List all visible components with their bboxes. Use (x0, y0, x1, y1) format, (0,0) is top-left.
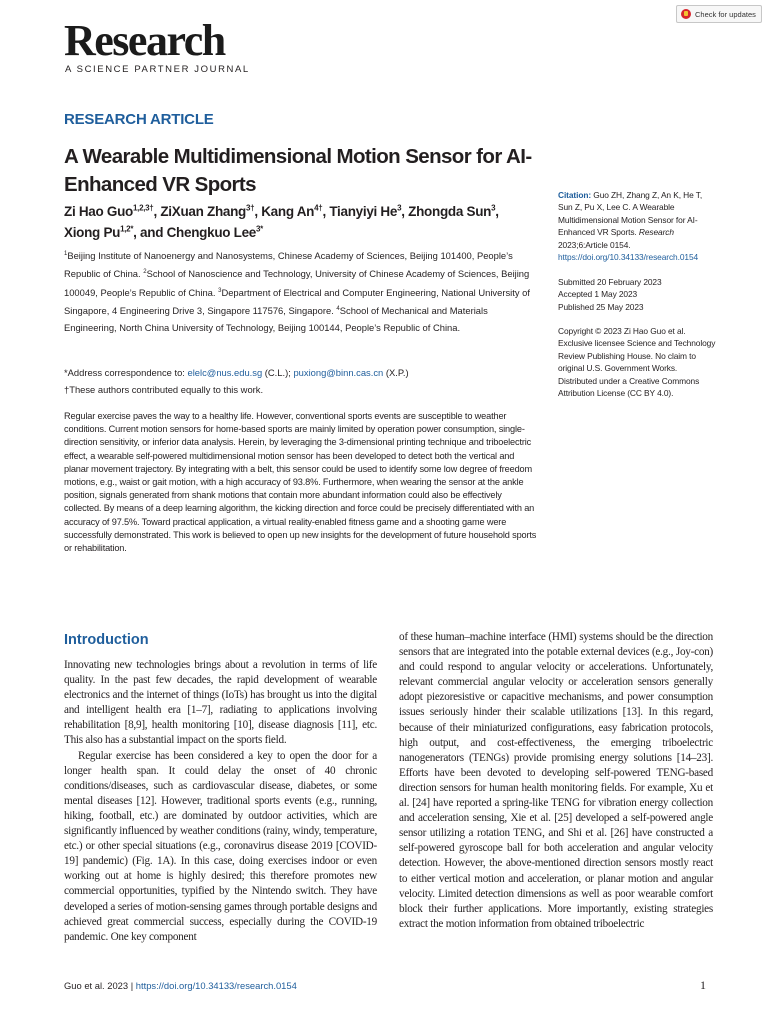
journal-logo: Research (64, 16, 225, 65)
author-list (64, 199, 534, 242)
check-for-updates-button[interactable] (676, 5, 762, 23)
page-number: 1 (700, 978, 706, 992)
body-column-left: Innovating new technologies brings about a revolution in terms of life quality. In the past few decades, the rapid development of wearable electronics and the internet of things (IoTs) has brought us into the digital and intelligent health era [1–7], radiating to applications involving rehabilitation [8,9], health monitoring [10], disease diagnosis [11], etc. This also has a substantial impact on the sports field. Regular exercise has been considered a key to open the door for a longer health span. It could delay the onset of 40 chronic conditions/diseases, such as cardiovascular disease, diabetes, or some mental diseases [12]. However, traditional sports events (e.g., running, hiking, football, etc.) are dominated by outdoor activities, which are significantly influenced by weather conditions (rainy, windy, temperature, etc.) or other special situations (e.g., coronavirus disease 2019 [COVID-19] pandemic) (Fig. 1A). In this case, doing exercises indoor or even working out at home is highly desired; this therefore promotes new commercial opportunities, typified by the Nintendo switch. They have developed a series of motion-sensing games through portable designs and achieved great commercial success, especially during the COVID-19 pandemic. One key component (64, 659, 377, 943)
email-link-pu[interactable]: puxiong@binn.cas.cn (293, 367, 384, 378)
page-footer: Guo et al. 2023 | https://doi.org/10.34133/research.0154 (64, 980, 297, 991)
author: Xiong $Pu^{1,2*}$, and (64, 224, 167, 240)
check-for-updates-label: Check for updates (695, 9, 756, 19)
correspondence: *Address correspondence to: elelc@nus.edu.sg (C.L.); puxiong@binn.cas.cn (X.P.) †These authors contributed equally to this work. (64, 364, 539, 398)
equal-contribution-note: †These authors contributed equally to this work. (64, 384, 264, 395)
author: Zhongda Sun$^3$, (408, 203, 499, 219)
email-link-lee[interactable]: elelc@nus.edu.sg (187, 367, 263, 378)
affiliations: $^1$Beijing Institute of Nanoenergy and Nanosystems, Chinese Academy of Sciences, Beijing 101400, People’s Republic of China. $^2$School of Nanoscience and Technology, University of Chinese Academy of Sciences, Beijing 100049, People’s Republic of China. $^3$Department of Electrical and Computer Engineering, National University of Singapore, 4 Engineering Drive 3, Singapore 117576, Singapore. $^4$School of Mechanical and Materials Engineering, North China University of Technology, Beijing 100144, People’s Republic of China. (64, 250, 530, 334)
author: Chengkuo Lee$^{3*}$ (166, 224, 263, 240)
article-type: RESEARCH ARTICLE (64, 111, 214, 128)
publication-dates: Submitted 20 February 2023 Accepted 1 May 2023 Published 25 May 2023 (558, 277, 662, 312)
footer-doi-link[interactable]: https://doi.org/10.34133/research.0154 (135, 980, 297, 991)
journal-subtitle: A SCIENCE PARTNER JOURNAL (65, 64, 250, 75)
body-column-right: of these human–machine interface (HMI) systems should be the direction sensors that are integrated into the potable external devices (e.g., Joy-con) and could respond to angular velocity or accelerations. Unfortunately, relevant commercial angular velocity or acceleration sensors generally adopt piezoresistive or capacitive mechanisms, and power consumption issues seriously hinder their scalable utilizations [13]. In this regard, because of their miniaturized configurations, easy fabrication protocols, high output, and cost-effectiveness, the emerging triboelectric nanogenerators (TENGs) provide promising energy solutions [14–23]. Efforts have been devoted to developing self-powered TENG-based direction sensors for human health monitoring fields. For example, Xu et al. [24] have reported a spring-like TENG for vibration energy collection and acceleration sensing, Xie et al. [25] developed a self-powered angle sensor utilizing a rotation TENG, and Shi et al. [26] have constructed a self-powered gyroscope ball for both acceleration and angular velocity detection. However, the above-mentioned direction sensors mostly react to either vertical motion and acceleration, or planar motion and angular velocity. Limited detection dimensions as well as poor wearable comfort block their further applications. More importantly, existing strategies extract the motion information from obtained triboelectric (399, 631, 713, 930)
abstract: Regular exercise paves the way to a healthy life. However, conventional sports events are susceptible to weather conditions. Current motion sensors for home-based sports are mainly limited by operation power consumption, single-direction sensitivity, or inferior data analysis. Herein, by leveraging the 3-dimensional printing technique and triboelectric effect, a wearable self-powered multidimensional motion sensor has been developed to detect both the vertical and planar movement trajectory. By integrating with a belt, this sensor could be used to identify some low degree of freedom motions, e.g., waist or gait motion, with a high accuracy of 93.8%. Furthermore, when wearing the sensor at the ankle position, signals generated from shank motions that contain more abundant information could also be effectively collected. By means of a deep learning algorithm, the kicking direction and force could be precisely differentiated with an accuracy of 97.5%. Toward practical application, a virtual reality-enabled fitness game and a shooting game were successfully demonstrated. This work is believed to open up new insights for the development of future household sports or rehabilitation. (64, 411, 537, 554)
article-title: A Wearable Multidimensional Motion Sensor for AI-Enhanced VR Sports (64, 145, 532, 196)
citation-doi-link[interactable]: https://doi.org/10.34133/research.0154 (558, 252, 699, 263)
copyright-notice: Copyright © 2023 Zi Hao Guo et al. Exclusive licensee Science and Technology Review Publishing House. No claim to original U.S. Government Works. Distributed under a Creative Commons Attribution License (CC BY 4.0). (558, 326, 716, 399)
crossmark-icon (681, 9, 691, 19)
author: Zi Hao Guo$^{1,2,3\dagger}$, (64, 203, 161, 219)
author: Kang $An^{4\dagger}$, (261, 203, 330, 219)
author: ZiXuan Zhang$^{3\dagger}$, (160, 203, 262, 219)
author: Tianyiyi He$^3$, (329, 203, 409, 219)
section-heading-introduction: Introduction (64, 632, 149, 648)
citation-box: Citation: Guo ZH, Zhang Z, An K, He T, Sun Z, Pu X, Lee C. A Wearable Multidimensional Motion Sensor for AI-Enhanced VR Sports. Research 2023;6:Article 0154. https://doi.org/10.34133/research.0154 (558, 190, 703, 263)
